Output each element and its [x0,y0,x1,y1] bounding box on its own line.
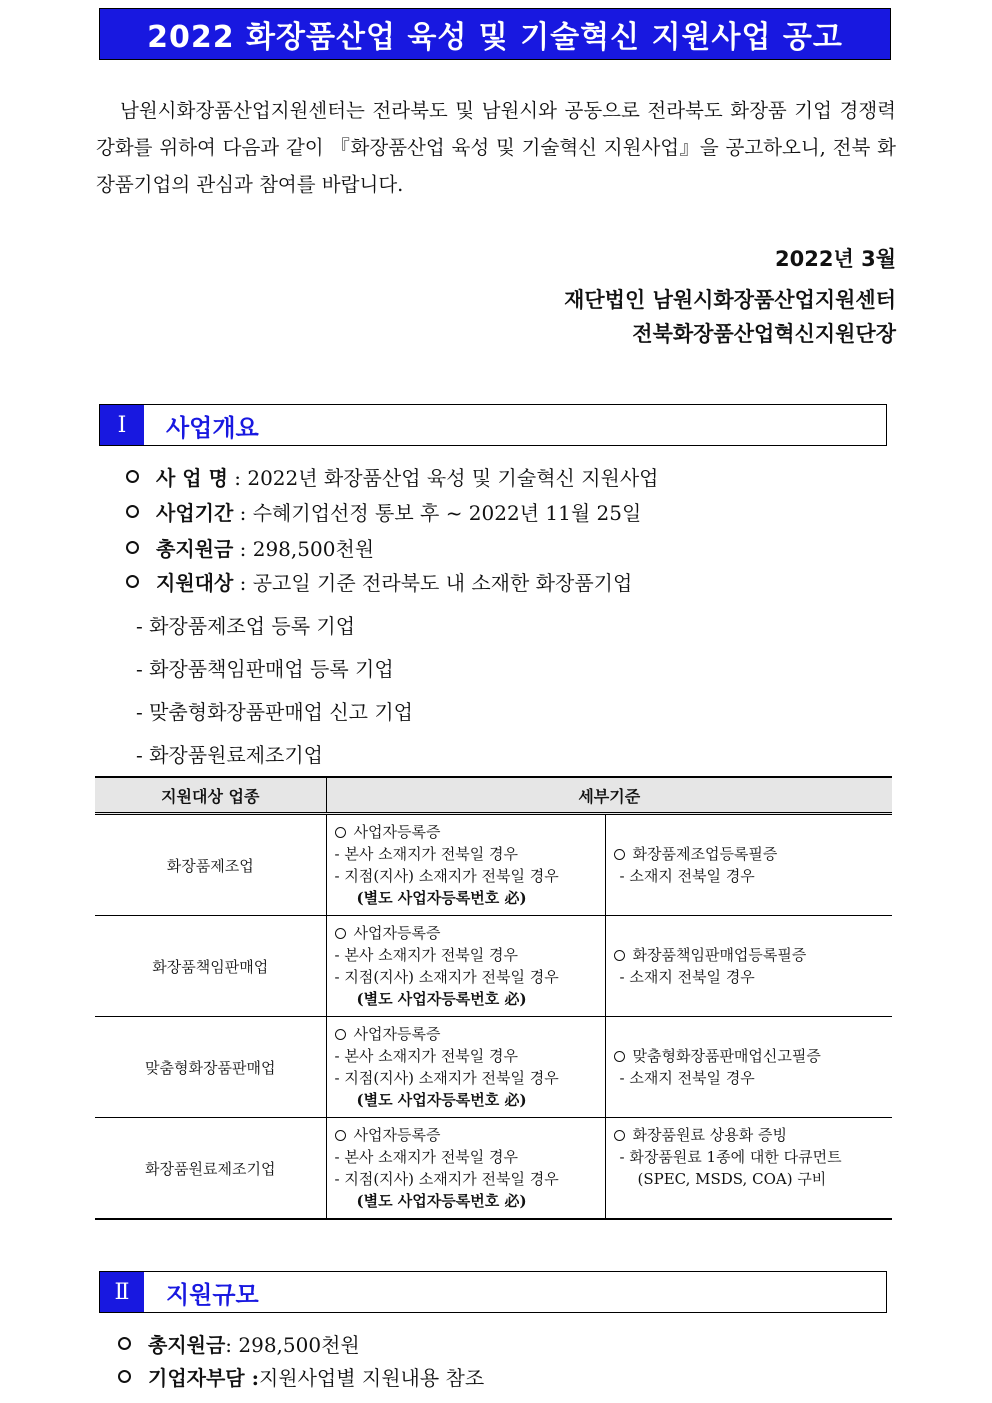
circle-bullet-icon [126,575,139,588]
criteria-title: 사업자등록증 [353,1025,441,1043]
section-1-title: 사업개요 [166,413,259,442]
circle-bullet-icon [118,1337,131,1350]
circle-bullet-icon [335,827,346,838]
criteria-note: (별도 사업자등록번호 必) [356,990,527,1008]
criteria-line: - 지점(지사) 소재지가 전북일 경우 [334,867,559,885]
item-value: : 2022년 화장품산업 육성 및 기술혁신 지원사업 [234,466,659,490]
criteria-title: 화장품제조업등록필증 [632,845,778,863]
criteria-note: (별도 사업자등록번호 必) [356,1192,527,1210]
criteria-line: - 소재지 전북일 경우 [619,968,755,986]
common-criteria-cell [326,1118,605,1220]
criteria-line: - 본사 소재지가 전북일 경우 [334,845,519,863]
circle-bullet-icon [126,505,139,518]
issuer-org-1: 재단법인 남원시화장품산업지원센터 [564,288,896,312]
section-1-header [99,404,887,446]
target-item: - 화장품제조업 등록 기업 [136,614,356,638]
intro-text: 남원시화장품산업지원센터는 전라북도 및 남원시와 공동으로 전라북도 화장품 기업 경쟁력강화를 위하여 다음과 같이 『화장품산업 육성 및 기술혁신 지원사업』을 공고하오니, 전북 화장품기업의 관심과 참여를 바랍니다. [96,99,896,196]
common-criteria-cell [326,916,605,1017]
issuer-org-2: 전북화장품산업혁신지원단장 [632,322,896,346]
section-2-title: 지원규모 [166,1280,259,1309]
circle-bullet-icon [614,1130,625,1141]
circle-bullet-icon [126,470,139,483]
criteria-title: 사업자등록증 [353,924,441,942]
specific-criteria-cell [605,814,892,916]
circle-bullet-icon [118,1370,131,1383]
target-item: - 맞춤형화장품판매업 신고 기업 [136,700,413,724]
overview-item [126,497,641,526]
target-item: - 화장품원료제조기업 [136,743,323,767]
table-row [95,814,892,916]
page-title: 2022 화장품산업 육성 및 기술혁신 지원사업 공고 [147,20,843,55]
column-header: 지원대상 업종 [95,777,326,814]
overview-item [126,567,632,596]
category-cell: 화장품제조업 [95,814,326,916]
circle-bullet-icon [614,1051,625,1062]
item-label: 사업기간 [156,501,234,525]
category-cell: 화장품책임판매업 [95,916,326,1017]
item-value: : 수혜기업선정 통보 후 ~ 2022년 11월 25일 [239,501,642,525]
criteria-line: - 소재지 전북일 경우 [619,1069,755,1087]
common-criteria-cell [326,1017,605,1118]
item-value: : 298,500천원 [239,537,375,561]
table-row [95,1017,892,1118]
overview-item [126,462,658,491]
page-title-banner [99,8,891,60]
criteria-line: - 지점(지사) 소재지가 전북일 경우 [334,1069,559,1087]
item-label: 기업자부담 : [148,1366,259,1390]
common-criteria-cell [326,814,605,916]
circle-bullet-icon [614,950,625,961]
item-value: : 298,500천원 [225,1333,360,1357]
item-label: 총지원금 [148,1333,226,1357]
notice-date: 2022년 3월 [775,247,896,271]
circle-bullet-icon [614,849,625,860]
item-label: 지원대상 [156,571,234,595]
specific-criteria-cell [605,1017,892,1118]
criteria-table [95,776,892,1220]
criteria-title: 사업자등록증 [353,1126,441,1144]
circle-bullet-icon [126,541,139,554]
item-label: 총지원금 [156,537,234,561]
criteria-title: 화장품책임판매업등록필증 [632,946,807,964]
criteria-line: - 본사 소재지가 전북일 경우 [334,1148,519,1166]
overview-item [126,533,374,562]
criteria-note: (별도 사업자등록번호 必) [356,1091,527,1109]
item-label: 사 업 명 [156,466,228,490]
circle-bullet-icon [335,1130,346,1141]
criteria-line: - 본사 소재지가 전북일 경우 [334,946,519,964]
criteria-title: 사업자등록증 [353,823,441,841]
criteria-line: - 지점(지사) 소재지가 전북일 경우 [334,1170,559,1188]
criteria-note: (별도 사업자등록번호 必) [356,889,527,907]
category-cell: 맞춤형화장품판매업 [95,1017,326,1118]
specific-criteria-cell [605,916,892,1017]
circle-bullet-icon [335,928,346,939]
item-value: : 공고일 기준 전라북도 내 소재한 화장품기업 [239,571,633,595]
criteria-line: - 화장품원료 1종에 대한 다큐먼트 [619,1148,842,1166]
criteria-line: - 본사 소재지가 전북일 경우 [334,1047,519,1065]
circle-bullet-icon [335,1029,346,1040]
section-1-number: Ⅰ [100,405,144,445]
criteria-title: 맞춤형화장품판매업신고필증 [632,1047,821,1065]
table-row [95,1118,892,1220]
table-row [95,916,892,1017]
scale-item [118,1362,484,1391]
item-value: 지원사업별 지원내용 참조 [258,1366,485,1390]
criteria-title: 화장품원료 상용화 증빙 [632,1126,787,1144]
column-header: 세부기준 [326,777,892,814]
intro-paragraph [96,92,896,203]
section-2-number: Ⅱ [100,1272,144,1312]
category-cell: 화장품원료제조기업 [95,1118,326,1220]
criteria-line: - 지점(지사) 소재지가 전북일 경우 [334,968,559,986]
section-2-header [99,1271,887,1313]
scale-item [118,1329,360,1358]
criteria-line: - 소재지 전북일 경우 [619,867,755,885]
table-header-row [95,777,892,814]
target-item: - 화장품책임판매업 등록 기업 [136,657,394,681]
specific-criteria-cell [605,1118,892,1220]
criteria-line: (SPEC, MSDS, COA) 구비 [637,1170,827,1188]
